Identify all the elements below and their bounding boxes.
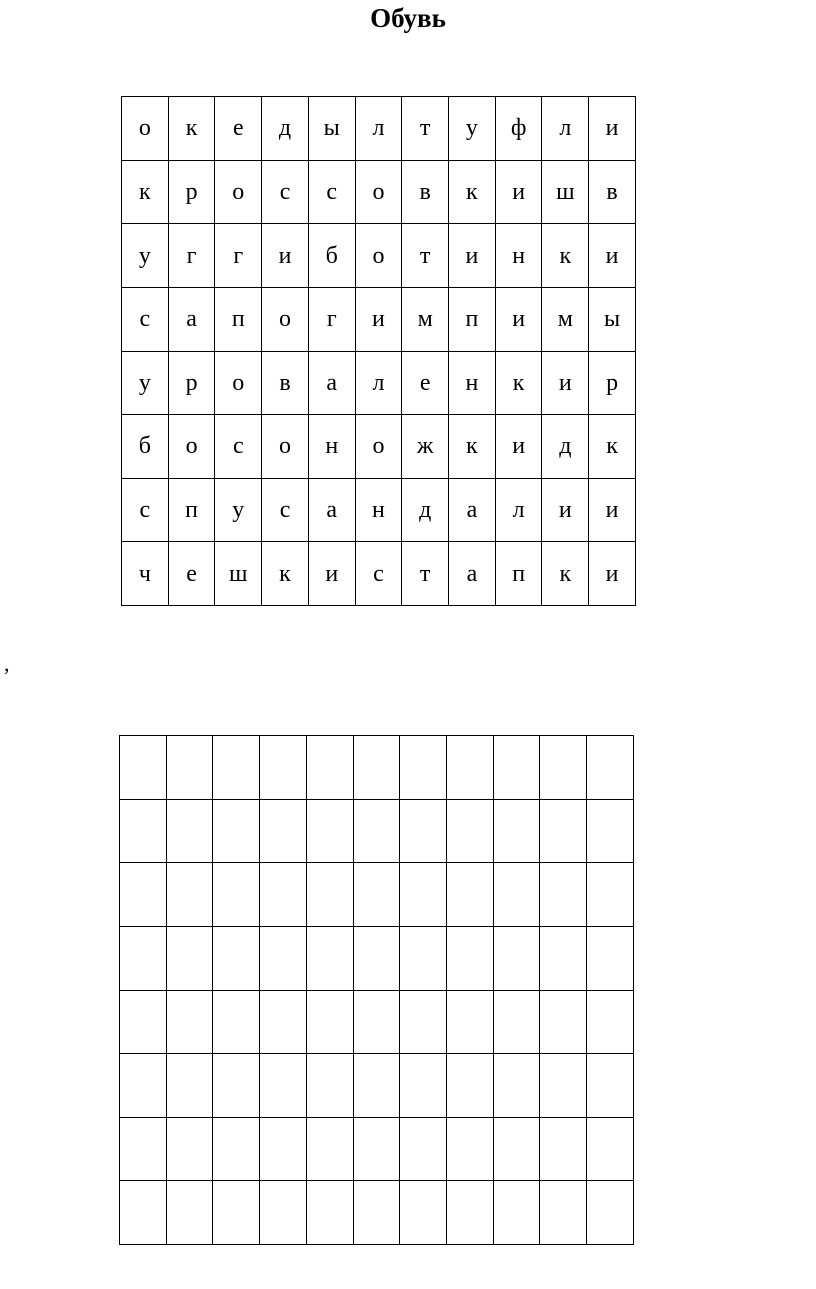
blank-grid-cell (447, 1117, 494, 1181)
blank-grid-cell (493, 1181, 540, 1245)
blank-grid-cell (213, 863, 260, 927)
blank-grid-cell (587, 1054, 634, 1118)
blank-grid-cell (493, 863, 540, 927)
blank-answer-grid-body (120, 736, 634, 1245)
blank-grid-cell (587, 990, 634, 1054)
blank-grid-cell (166, 1054, 213, 1118)
blank-grid-row (120, 926, 634, 990)
blank-grid-cell (587, 926, 634, 990)
blank-grid-cell (353, 1181, 400, 1245)
blank-grid-cell (493, 926, 540, 990)
grid-cell: т (402, 542, 449, 606)
blank-grid-cell (120, 1117, 167, 1181)
grid-cell: о (355, 160, 402, 224)
grid-cell: а (449, 478, 496, 542)
grid-cell: у (449, 97, 496, 161)
blank-grid-cell (213, 736, 260, 800)
grid-cell: к (542, 542, 589, 606)
blank-grid-cell (213, 1181, 260, 1245)
blank-grid-cell (400, 990, 447, 1054)
grid-cell: л (355, 351, 402, 415)
grid-cell: а (449, 542, 496, 606)
grid-cell: е (215, 97, 262, 161)
blank-grid-cell (260, 990, 307, 1054)
grid-cell: и (355, 287, 402, 351)
blank-grid-cell (540, 799, 587, 863)
grid-cell: г (308, 287, 355, 351)
blank-grid-cell (493, 736, 540, 800)
blank-grid-cell (120, 926, 167, 990)
grid-cell: ж (402, 415, 449, 479)
blank-answer-grid (119, 735, 634, 1245)
grid-cell: к (168, 97, 215, 161)
grid-cell: т (402, 224, 449, 288)
grid-cell: и (308, 542, 355, 606)
grid-cell: к (449, 415, 496, 479)
grid-cell: в (402, 160, 449, 224)
blank-grid-cell (447, 990, 494, 1054)
grid-cell: и (542, 478, 589, 542)
blank-grid-cell (213, 990, 260, 1054)
blank-grid-cell (306, 1054, 353, 1118)
blank-grid-cell (166, 926, 213, 990)
blank-grid-cell (120, 990, 167, 1054)
blank-grid-row (120, 799, 634, 863)
grid-cell: о (355, 415, 402, 479)
grid-cell: с (215, 415, 262, 479)
grid-cell: е (402, 351, 449, 415)
blank-grid-row (120, 990, 634, 1054)
grid-cell: н (495, 224, 542, 288)
grid-cell: к (122, 160, 169, 224)
blank-grid-cell (306, 990, 353, 1054)
blank-grid-cell (400, 926, 447, 990)
blank-grid-cell (400, 1117, 447, 1181)
blank-grid-cell (120, 1054, 167, 1118)
blank-grid-cell (166, 1181, 213, 1245)
blank-grid-cell (120, 1181, 167, 1245)
blank-grid-row (120, 736, 634, 800)
blank-grid-cell (306, 863, 353, 927)
blank-grid-cell (400, 799, 447, 863)
grid-cell: е (168, 542, 215, 606)
blank-grid-cell (493, 990, 540, 1054)
grid-cell: о (262, 415, 309, 479)
grid-cell: и (449, 224, 496, 288)
grid-cell: о (168, 415, 215, 479)
grid-cell: ы (308, 97, 355, 161)
blank-grid-cell (587, 1117, 634, 1181)
blank-grid-cell (166, 1117, 213, 1181)
blank-grid-cell (260, 1054, 307, 1118)
grid-cell: в (589, 160, 636, 224)
grid-cell: р (168, 351, 215, 415)
blank-grid-cell (540, 736, 587, 800)
blank-grid-cell (306, 926, 353, 990)
grid-cell: п (495, 542, 542, 606)
grid-cell: в (262, 351, 309, 415)
grid-cell: и (495, 415, 542, 479)
blank-grid-cell (587, 863, 634, 927)
blank-grid-cell (213, 799, 260, 863)
blank-grid-cell (447, 736, 494, 800)
blank-grid-cell (587, 799, 634, 863)
blank-grid-cell (306, 1181, 353, 1245)
blank-grid-cell (306, 1117, 353, 1181)
blank-grid-cell (166, 863, 213, 927)
blank-grid-cell (260, 1117, 307, 1181)
blank-grid-cell (540, 1181, 587, 1245)
grid-cell: о (262, 287, 309, 351)
blank-grid-cell (587, 736, 634, 800)
grid-row (122, 160, 636, 224)
grid-cell: о (215, 351, 262, 415)
grid-row (122, 351, 636, 415)
blank-grid-cell (166, 736, 213, 800)
blank-grid-cell (260, 799, 307, 863)
grid-cell: п (168, 478, 215, 542)
blank-grid-cell (120, 799, 167, 863)
grid-cell: ч (122, 542, 169, 606)
grid-cell: д (262, 97, 309, 161)
grid-cell: с (355, 542, 402, 606)
grid-cell: р (168, 160, 215, 224)
blank-grid-cell (353, 990, 400, 1054)
grid-cell: а (308, 478, 355, 542)
blank-grid-cell (213, 1117, 260, 1181)
grid-cell: т (402, 97, 449, 161)
stray-comma: , (4, 651, 10, 676)
grid-row (122, 224, 636, 288)
grid-cell: ш (542, 160, 589, 224)
grid-cell: к (495, 351, 542, 415)
grid-cell: к (262, 542, 309, 606)
blank-grid-cell (540, 1054, 587, 1118)
grid-cell: ы (589, 287, 636, 351)
word-search-grid (121, 96, 636, 606)
blank-grid-cell (447, 863, 494, 927)
grid-cell: м (402, 287, 449, 351)
blank-grid-cell (540, 1117, 587, 1181)
blank-grid-cell (400, 1054, 447, 1118)
grid-cell: к (589, 415, 636, 479)
grid-cell: д (402, 478, 449, 542)
blank-grid-cell (213, 1054, 260, 1118)
grid-cell: г (215, 224, 262, 288)
grid-cell: к (542, 224, 589, 288)
grid-cell: а (168, 287, 215, 351)
blank-grid-cell (166, 799, 213, 863)
grid-cell: о (355, 224, 402, 288)
blank-grid-cell (353, 1054, 400, 1118)
blank-grid-cell (540, 863, 587, 927)
blank-grid-cell (260, 926, 307, 990)
blank-grid-cell (260, 1181, 307, 1245)
blank-grid-cell (306, 736, 353, 800)
blank-grid-cell (400, 1181, 447, 1245)
blank-grid-cell (493, 1054, 540, 1118)
blank-grid-cell (120, 863, 167, 927)
grid-cell: д (542, 415, 589, 479)
grid-cell: л (542, 97, 589, 161)
blank-grid-row (120, 1117, 634, 1181)
blank-grid-row (120, 863, 634, 927)
grid-cell: и (495, 287, 542, 351)
grid-cell: у (122, 224, 169, 288)
blank-grid-cell (260, 736, 307, 800)
blank-grid-cell (306, 799, 353, 863)
blank-grid-cell (213, 926, 260, 990)
grid-cell: и (542, 351, 589, 415)
grid-cell: с (262, 478, 309, 542)
blank-grid-cell (447, 1181, 494, 1245)
grid-cell: б (308, 224, 355, 288)
grid-cell: л (495, 478, 542, 542)
grid-cell: п (449, 287, 496, 351)
blank-grid-cell (447, 1054, 494, 1118)
blank-grid-cell (353, 863, 400, 927)
grid-row (122, 287, 636, 351)
blank-grid-cell (400, 736, 447, 800)
grid-row (122, 97, 636, 161)
blank-grid-cell (493, 1117, 540, 1181)
grid-cell: с (122, 478, 169, 542)
blank-grid-row (120, 1181, 634, 1245)
blank-grid-cell (447, 926, 494, 990)
grid-row (122, 415, 636, 479)
grid-cell: и (589, 542, 636, 606)
grid-cell: л (355, 97, 402, 161)
grid-cell: и (262, 224, 309, 288)
blank-grid-cell (353, 799, 400, 863)
grid-cell: у (215, 478, 262, 542)
grid-cell: н (308, 415, 355, 479)
page-title: Обувь (370, 3, 446, 33)
grid-cell: с (308, 160, 355, 224)
grid-cell: и (589, 478, 636, 542)
grid-cell: н (355, 478, 402, 542)
grid-row (122, 478, 636, 542)
grid-cell: у (122, 351, 169, 415)
blank-grid-cell (400, 863, 447, 927)
blank-grid-cell (587, 1181, 634, 1245)
grid-cell: с (262, 160, 309, 224)
grid-cell: п (215, 287, 262, 351)
blank-grid-cell (120, 736, 167, 800)
blank-grid-cell (353, 926, 400, 990)
grid-cell: о (215, 160, 262, 224)
grid-cell: м (542, 287, 589, 351)
grid-cell: и (589, 224, 636, 288)
grid-cell: а (308, 351, 355, 415)
blank-grid-cell (540, 990, 587, 1054)
grid-cell: б (122, 415, 169, 479)
grid-cell: г (168, 224, 215, 288)
grid-cell: о (122, 97, 169, 161)
blank-grid-cell (166, 990, 213, 1054)
grid-cell: к (449, 160, 496, 224)
blank-grid-cell (353, 736, 400, 800)
grid-cell: с (122, 287, 169, 351)
blank-grid-cell (353, 1117, 400, 1181)
word-search-grid-body (122, 97, 636, 606)
blank-grid-cell (447, 799, 494, 863)
grid-cell: н (449, 351, 496, 415)
grid-cell: ш (215, 542, 262, 606)
grid-cell: и (495, 160, 542, 224)
blank-grid-cell (260, 863, 307, 927)
grid-cell: р (589, 351, 636, 415)
grid-row (122, 542, 636, 606)
grid-cell: ф (495, 97, 542, 161)
blank-grid-cell (540, 926, 587, 990)
grid-cell: и (589, 97, 636, 161)
blank-grid-row (120, 1054, 634, 1118)
blank-grid-cell (493, 799, 540, 863)
